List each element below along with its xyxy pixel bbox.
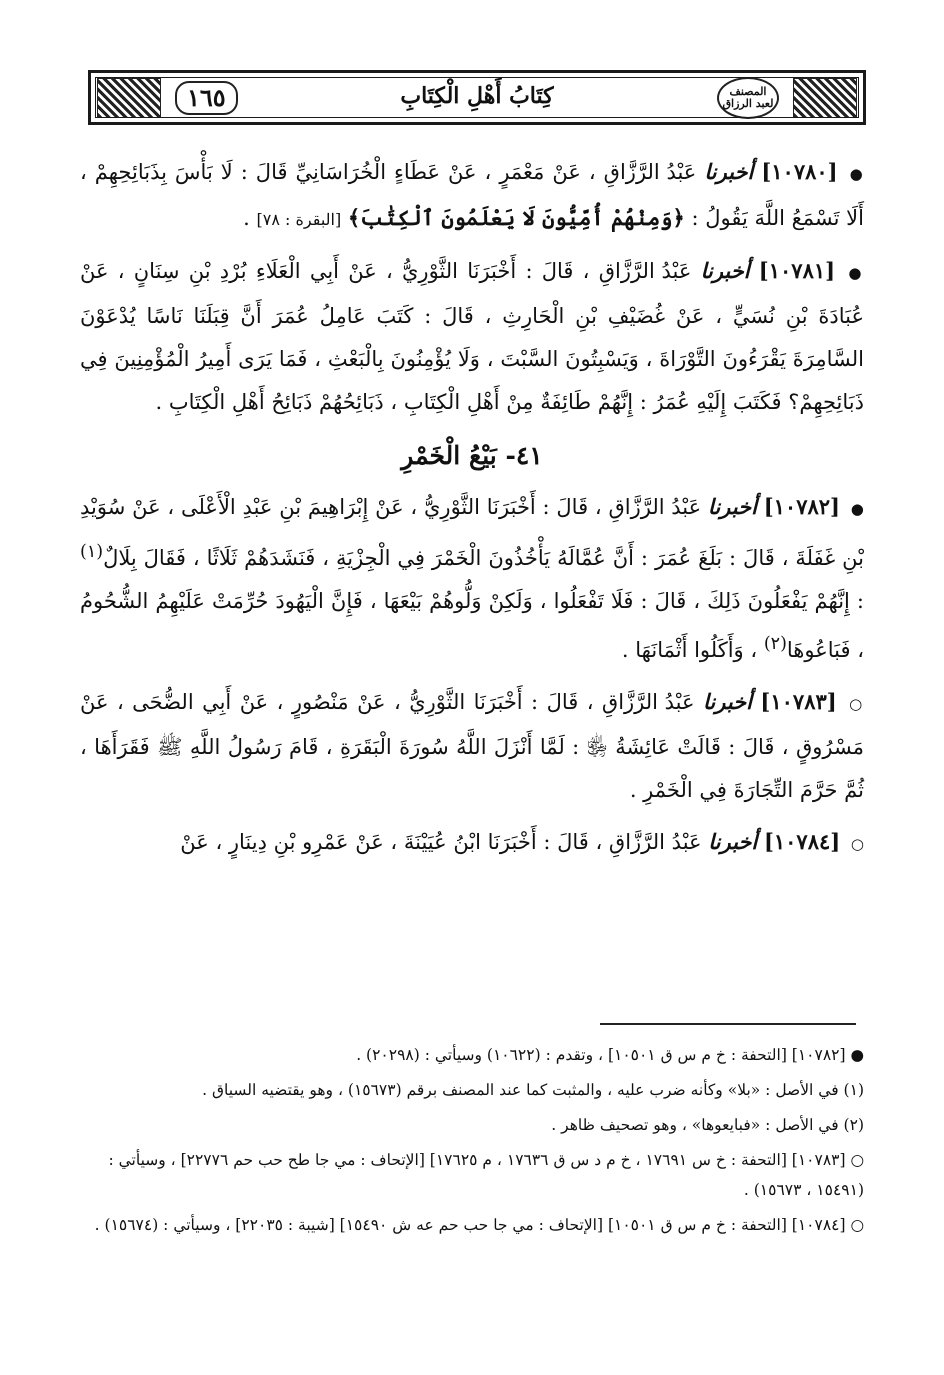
page-number: ١٦٥ [175, 81, 238, 115]
hadith-number: [١٠٧٨٤] [763, 829, 841, 854]
footnote-10783: ○ [١٠٧٨٣] [التحفة : خ س ١٧٦٩١ ، خ م د س ق ١٧٦٣٦ ، م ١٧٦٢٥] [الإتحاف : مي جا طح حب حم ٢٢٧٧٦] ، وسيأتي : (١٥٤٩١ ، ١٥٦٧٣) . [108, 1151, 864, 1199]
hadith-10784 [80, 820, 864, 866]
bullet-marker: ○ [849, 695, 864, 713]
main-text [80, 150, 864, 874]
bullet-marker: ○ [850, 835, 864, 853]
hadith-text-3: ، وَأَكَلُوا أَثْمَانَهَا . [621, 638, 758, 662]
book-logo: المصنف لعبد الرزاق [717, 77, 779, 119]
hadith-number: [١٠٧٨١] [758, 258, 836, 283]
hadith-10783 [80, 680, 864, 812]
bullet-marker: ● [848, 264, 864, 282]
hadith-text-2: : إِنَّهُمْ يَفْعَلُونَ ذَلِكَ ، قَالَ : فَلَا تَفْعَلُوا ، وَلَكِنْ وَلُّوهُمْ بَيْعَهَا ، فَإِنَّ الْيَهُودَ حُرِّمَتْ عَلَيْهِمُ الشُّحُومُ ، فَبَاعُوهَا [80, 589, 864, 662]
hadith-number: [١٠٧٨٣] [760, 689, 837, 714]
hadith-text: عَبْدُ الرَّزَّاقِ ، قَالَ : أَخْبَرَنَا الثَّوْرِيُّ ، عَنْ إِبْرَاهِيمَ بْنِ عَبْدِ الْأَعْلَى ، عَنْ سُوَيْدِ بْنِ غَفَلَةَ ، قَالَ : بَلَغَ عُمَرَ : أَنَّ عُمَّالَهُ يَأْخُذُونَ الْخَمْرَ فِي الْجِزْيَةِ ، فَنَشَدَهُمْ ثَلَاثًا ، فَقَالَ بِلَالٌ [80, 495, 864, 570]
bullet-marker: ● [850, 500, 864, 518]
akhbarana-abbrev: أخبرنا [704, 159, 754, 184]
footnotes [80, 1040, 864, 1245]
verse-source: [البقرة : ٧٨] [256, 210, 342, 229]
akhbarana-abbrev: أخبرنا [707, 494, 757, 519]
page-header [88, 70, 866, 125]
footnote-1: (١) في الأصل : «بلا» وكأنه ضرب عليه ، والمثبت كما عند المصنف برقم (١٥٦٧٣) ، وهو يقتضيه السياق . [202, 1081, 864, 1099]
hadith-10782 [80, 485, 864, 672]
running-title: كِتَابُ أَهْلِ الْكِتَابِ [400, 83, 554, 109]
akhbarana-abbrev: أخبرنا [700, 258, 750, 283]
footnote-10784: ○ [١٠٧٨٤] [التحفة : خ م س ق ١٠٥٠١] [الإتحاف : مي جا حب حم عه ش ١٥٤٩٠] [شيبة : ٢٢٠٣٥] ، وسيأتي : (١٥٦٧٤) . [94, 1216, 864, 1234]
footnote-10782: ● [١٠٧٨٢] [التحفة : خ م س ق ١٠٥٠١] ، وتقدم : (١٠٦٢٢) وسيأتي : (٢٠٢٩٨) . [356, 1046, 864, 1064]
hadith-text: عَبْدُ الرَّزَّاقِ ، عَنْ مَعْمَرٍ ، عَنْ عَطَاءٍ الْخُرَاسَانِيِّ قَالَ : لَا بَأْسَ بِذَبَائِحِهِمْ ، أَلَا تَسْمَعُ اللَّهَ يَقُولُ : [80, 160, 864, 230]
footnote-separator [600, 1023, 856, 1025]
hadith-10781 [80, 249, 864, 424]
footnote-ref-1: (١) [80, 542, 104, 562]
bullet-marker: ● [849, 165, 865, 183]
hadith-number: [١٠٧٨٢] [763, 494, 840, 519]
hadith-text-end: . [243, 206, 250, 230]
section-heading: ٤١- بَيْعُ الْخَمْرِ [401, 441, 543, 470]
akhbarana-abbrev: أخبرنا [708, 829, 758, 854]
footnote-ref-2: (٢) [763, 634, 787, 654]
hadith-text: عَبْدُ الرَّزَّاقِ ، قَالَ : أَخْبَرَنَا الثَّوْرِيُّ ، عَنْ أَبِي الْعَلَاءِ بُرْدِ بْنِ سِنَانٍ ، عَنْ عُبَادَةَ بْنِ نُسَيٍّ ، عَنْ غُضَيْفِ بْنِ الْحَارِثِ ، قَالَ : كَتَبَ عَامِلُ عُمَرَ أَنَّ قِبَلَنَا نَاسًا يُدْعَوْنَ السَّامِرَةَ يَقْرَءُونَ التَّوْرَاةَ ، وَيَسْبِتُونَ السَّبْتَ ، وَلَا يُؤْمِنُونَ بِالْبَعْثِ ، فَمَا يَرَى أَمِيرُ الْمُؤْمِنِينَ فِي ذَبَائِحِهِمْ؟ فَكَتَبَ إِلَيْهِ عُمَرُ : إِنَّهُمْ طَائِفَةٌ مِنْ أَهْلِ الْكِتَابِ ، ذَبَائِحُهُمْ ذَبَائِحُ أَهْلِ الْكِتَابِ . [80, 259, 864, 414]
footnote-2: (٢) في الأصل : «فبايعوها» ، وهو تصحيف ظاهر . [551, 1116, 864, 1134]
quran-verse: ﴿وَمِنْهُمْ أُمِّيُّونَ لَا يَعْلَمُونَ ٱلْكِتَٰبَ﴾ [347, 205, 685, 230]
hadith-text: عَبْدُ الرَّزَّاقِ ، قَالَ : أَخْبَرَنَا ابْنُ عُيَيْنَةَ ، عَنْ عَمْرِو بْنِ دِينَارٍ ، عَنْ [180, 830, 702, 854]
hadith-10780 [80, 150, 864, 241]
hadith-number: [١٠٧٨٠] [761, 159, 838, 184]
hadith-text: عَبْدُ الرَّزَّاقِ ، قَالَ : أَخْبَرَنَا الثَّوْرِيُّ ، عَنْ مَنْصُورٍ ، عَنْ أَبِي الضُّحَى ، عَنْ مَسْرُوقٍ ، قَالَ : قَالَتْ عَائِشَةُ ﵂ : لَمَّا أَنْزَلَ اللَّهُ سُورَةَ الْبَقَرَةِ ، قَامَ رَسُولُ اللَّهِ ﷺ فَقَرَأَهَا ، ثُمَّ حَرَّمَ التِّجَارَةَ فِي الْخَمْرِ . [80, 690, 864, 802]
akhbarana-abbrev: أخبرنا [703, 689, 752, 714]
